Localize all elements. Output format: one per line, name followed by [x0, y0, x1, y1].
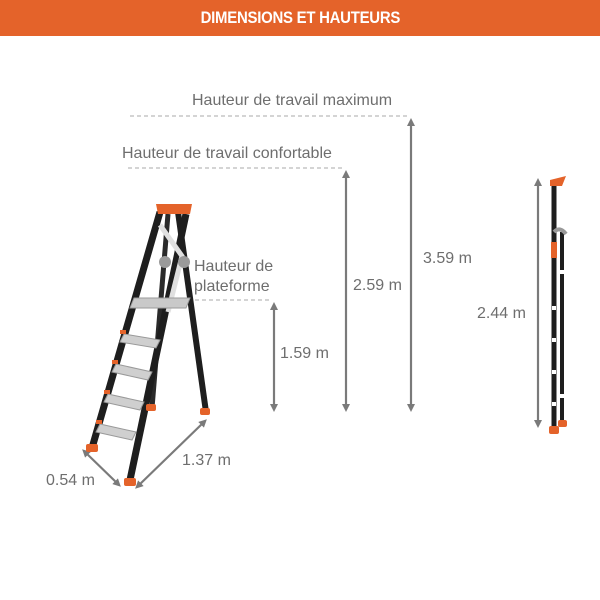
- foot-front-left: [86, 444, 98, 452]
- folded-height-value: 2.44 m: [477, 305, 526, 322]
- max-height-value: 3.59 m: [423, 250, 472, 267]
- platform-height-label-line2: plateforme: [194, 278, 270, 295]
- foot-front-right: [124, 478, 136, 486]
- folded-label: [551, 242, 557, 258]
- max-working-height-label: Hauteur de travail maximum: [192, 92, 393, 109]
- step-2: [112, 364, 152, 380]
- foot-rear-right: [200, 408, 210, 415]
- top-cap: [156, 204, 192, 214]
- platform: [130, 298, 190, 308]
- step-1: [120, 334, 160, 348]
- step-3: [104, 394, 144, 410]
- folded-foot-front: [549, 426, 559, 434]
- width-value: 0.54 m: [46, 472, 95, 489]
- depth-value: 1.37 m: [182, 452, 231, 469]
- folded-foot-rear: [558, 420, 567, 427]
- folded-top-cap: [550, 176, 566, 186]
- hinge-left: [159, 256, 171, 268]
- foot-rear-left: [146, 404, 156, 411]
- platform-height-label-line1: Hauteur de: [194, 258, 274, 275]
- comfortable-height-value: 2.59 m: [353, 277, 402, 294]
- hinge-right: [178, 256, 190, 268]
- platform-height-value: 1.59 m: [280, 345, 329, 362]
- page-title: DIMENSIONS ET HAUTEURS: [200, 8, 400, 27]
- open-ladder-illustration: [86, 204, 210, 486]
- folded-ladder-illustration: [549, 176, 567, 434]
- comfortable-working-height-label: Hauteur de travail confortable: [122, 145, 332, 162]
- step-4: [96, 424, 136, 440]
